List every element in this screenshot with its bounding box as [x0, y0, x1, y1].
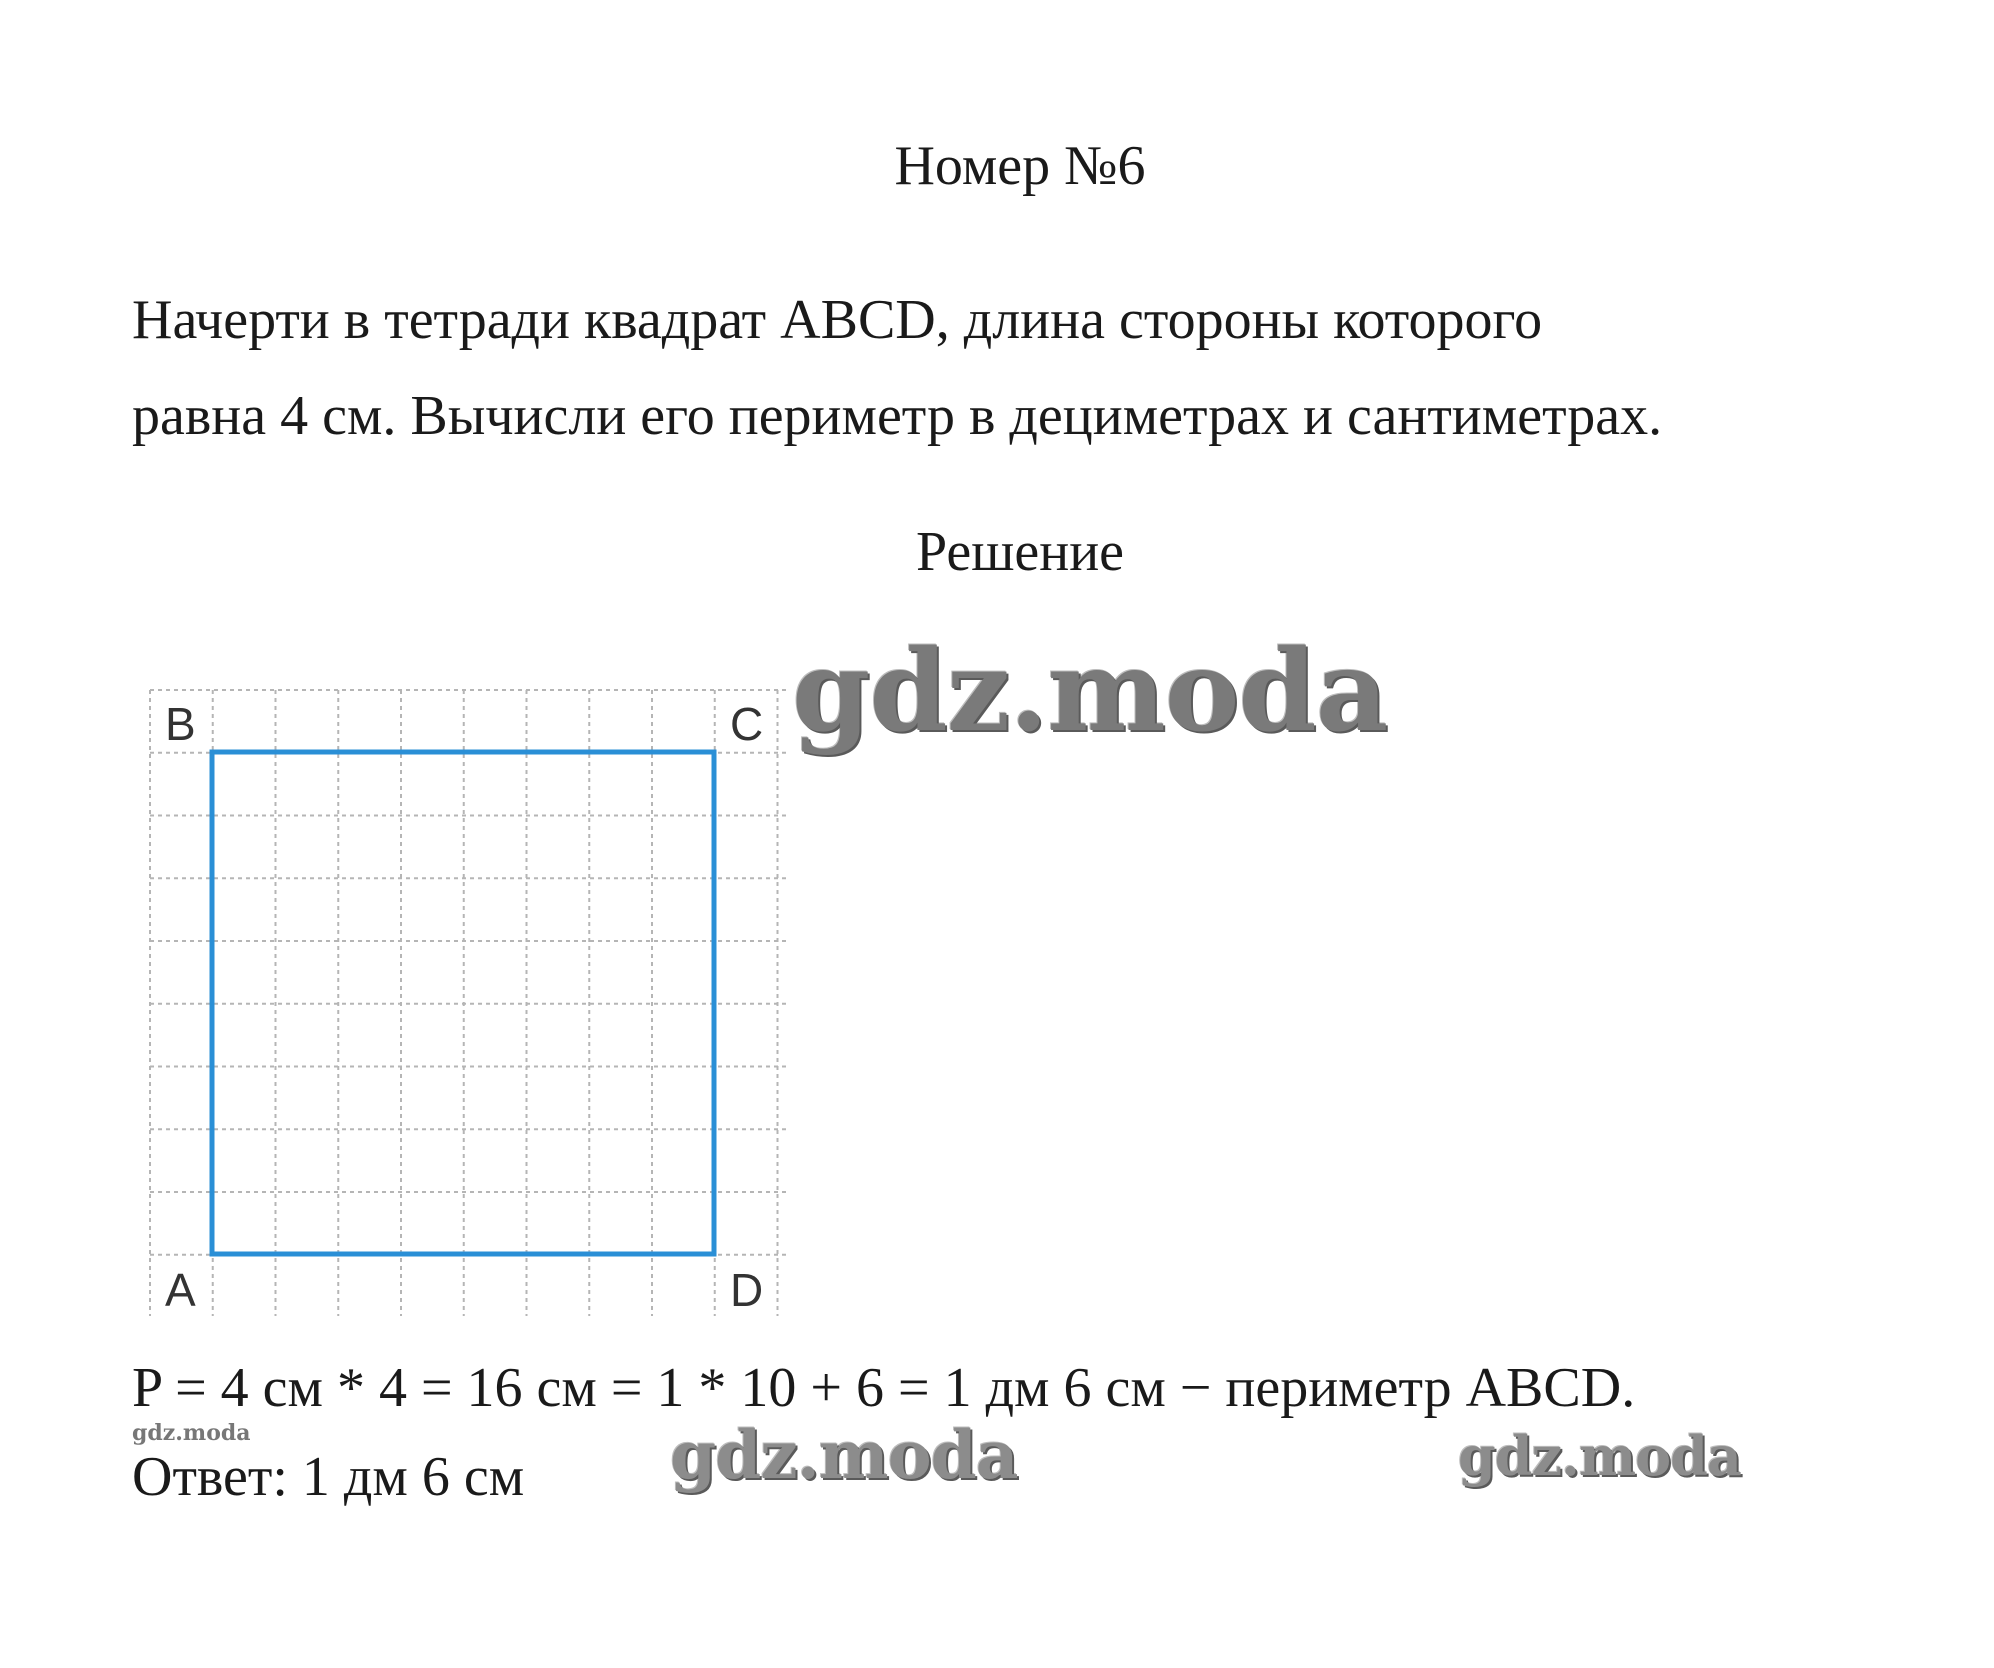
task-line-2: равна 4 см. Вычисли его периметр в дециметрах и сантиметрах.: [132, 385, 1663, 447]
vertex-label-c: C: [730, 698, 764, 750]
vertex-label-d: D: [730, 1264, 764, 1316]
watermark-small: gdz.moda: [132, 1420, 251, 1446]
vertex-label-a: A: [165, 1264, 196, 1316]
task-line-1: Начерти в тетради квадрат ABCD, длина стороны которого: [132, 289, 1543, 351]
vertex-label-b: B: [165, 698, 196, 750]
page-title: Номер №6: [894, 135, 1146, 197]
watermark-large: gdz.moda: [792, 626, 1388, 757]
watermark-right: gdz.moda: [1458, 1424, 1741, 1488]
answer-text: Ответ: 1 дм 6 см: [132, 1446, 525, 1508]
solution-heading: Решение: [915, 521, 1125, 583]
watermark-middle: gdz.moda: [670, 1416, 1018, 1494]
solution-text: P = 4 см * 4 = 16 см = 1 * 10 + 6 = 1 дм 6 см − периметр ABCD.: [132, 1357, 1636, 1419]
grid-lines: [150, 690, 790, 1316]
